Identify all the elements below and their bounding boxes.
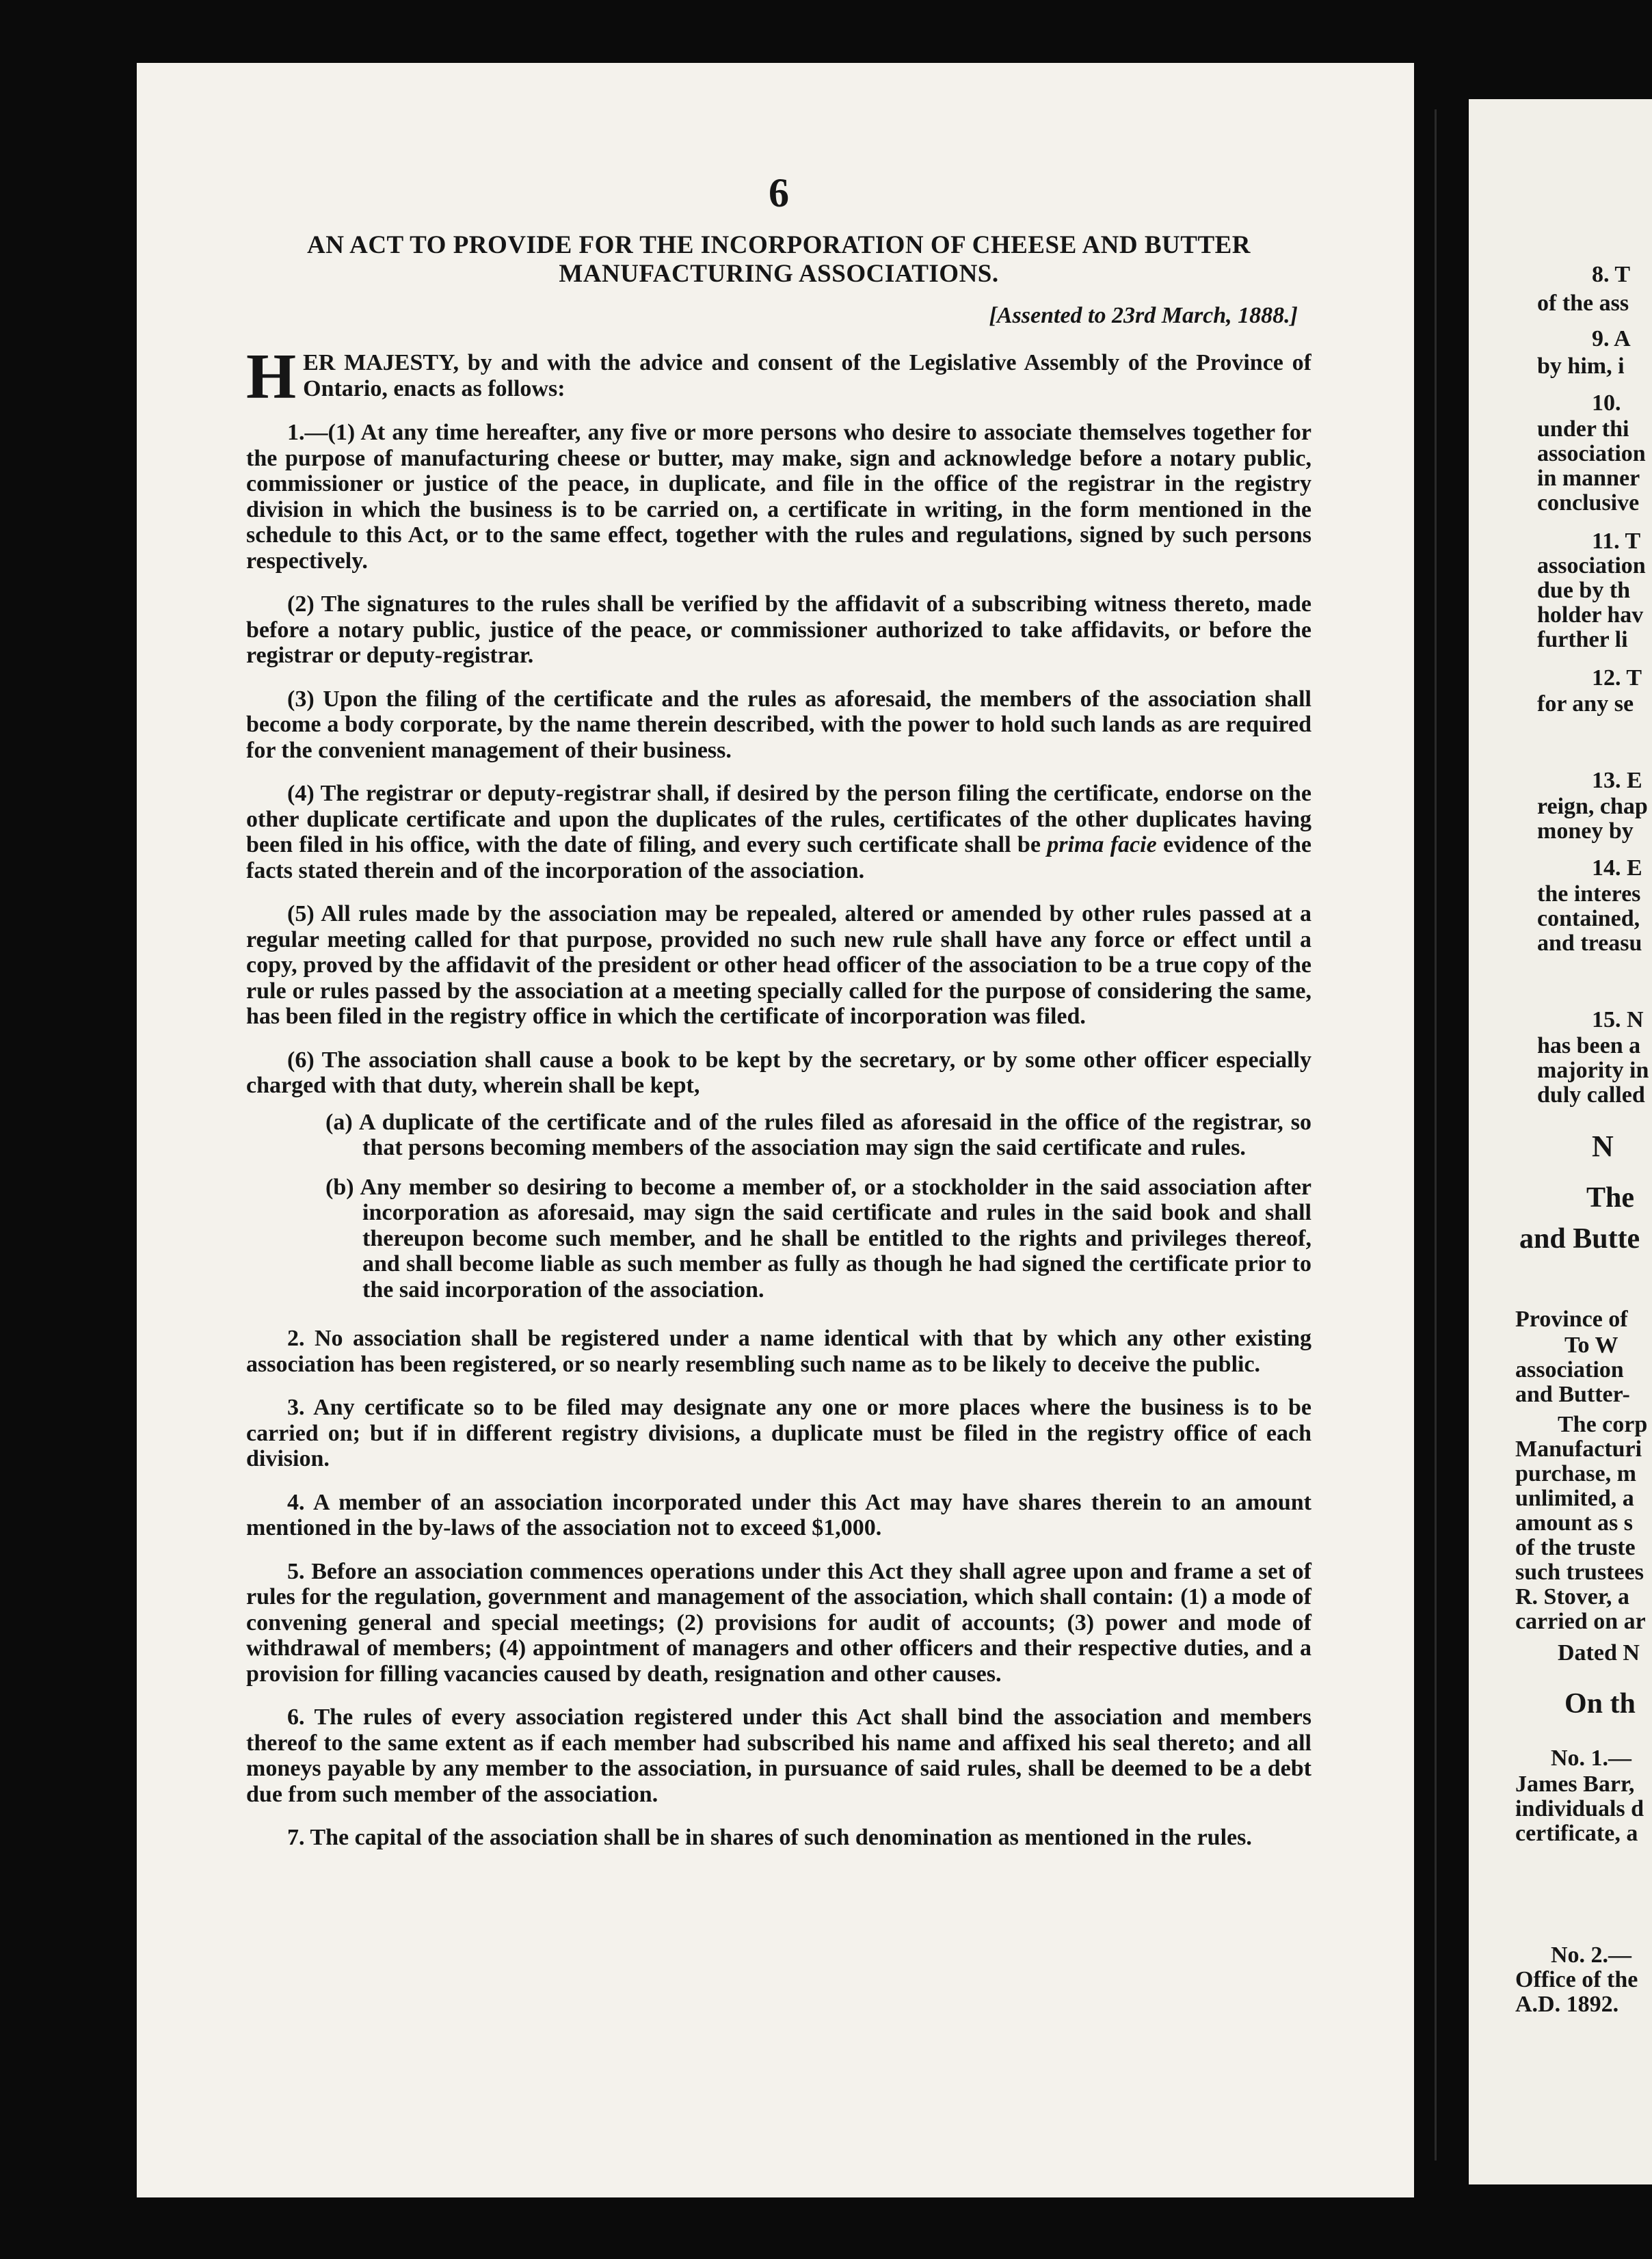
right-line: by him, i [1537, 353, 1625, 379]
right-line: association [1537, 553, 1646, 578]
right-line: majority in [1537, 1058, 1649, 1083]
preamble [246, 350, 1311, 402]
right-line: conclusive [1537, 490, 1640, 516]
right-line: To W [1564, 1333, 1618, 1358]
right-page-fragment [1469, 99, 1652, 2184]
right-line: Province of [1515, 1307, 1628, 1332]
right-line: certificate, a [1515, 1821, 1638, 1846]
section-1-5: (5) All rules made by the association may be repealed, altered or amended by other rules passed at a regular meeting called for that purpose, provided no such new rule shall have any force or effect until a copy, proved by the affidavit of the president or other head officer of the association to be a true copy of the rule or rules passed by the association at a meeting specially called for the purpose of considering the same, has been filed in the registry office in which the certificate of incorporation was filed. [246, 901, 1311, 1029]
section-1-6-b: (b) Any member so desiring to become a member of, or a stockholder in the said association after incorporation as aforesaid, may sign the said certificate and rules in the said book and shall thereupon become such member, and he shall be entitled to the rights and privileges thereof, and shall become liable as such member as fully as though he had signed the certificate prior to the said incorporation of the association. [325, 1174, 1311, 1302]
right-line: unlimited, a [1515, 1486, 1634, 1511]
right-line: Manufacturi [1515, 1436, 1642, 1462]
section-1-6: (6) The association shall cause a book to be kept by the secretary, or by some other officer especially charged with that duty, wherein shall be kept, [246, 1047, 1311, 1098]
section-7: 7. The capital of the association shall be in shares of such denomination as mentioned in the rules. [287, 1825, 1252, 1850]
right-line: 10. [1592, 390, 1621, 416]
section-1-1: 1.—(1) At any time hereafter, any five or more persons who desire to associate themselves together for the purpose of manufacturing cheese or butter, may make, sign and acknowledge before a notary public, commissioner or justice of the peace, in duplicate, and file in the office of the registrar in the registry division in which the business is to be carried on, a certificate in writing, in the form mentioned in the schedule to this Act, or to the same effect, together with the rules and regulations, signed by such persons respectively. [246, 420, 1311, 574]
right-line: holder hav [1537, 602, 1644, 628]
right-line: individuals d [1515, 1796, 1644, 1821]
right-line: such trustees [1515, 1560, 1644, 1585]
right-line: the interes [1537, 881, 1641, 907]
right-line: money by [1537, 818, 1634, 844]
right-line: purchase, m [1515, 1461, 1636, 1486]
right-line: Dated N [1558, 1640, 1640, 1666]
assent-date: [Assented to 23rd March, 1888.] [989, 303, 1298, 328]
right-line: for any se [1537, 691, 1634, 717]
right-line: duly called [1537, 1082, 1645, 1108]
section-1-4 [246, 781, 1311, 883]
right-line: R. Stover, a [1515, 1584, 1629, 1609]
right-line: reign, chap [1537, 794, 1648, 819]
right-line: in manner [1537, 466, 1640, 491]
right-line: further li [1537, 627, 1628, 652]
section-2: 2. No association shall be registered under a name identical with that by which any other existing association has been registered, or so nearly resembling such name as to be likely to deceive the public. [246, 1326, 1311, 1377]
preamble-text: ER MAJESTY, by and with the advice and consent of the Legislative Assembly of the Province of Ontario, enacts as follows: [303, 350, 1311, 401]
right-line: association [1515, 1357, 1624, 1382]
section-1-3: (3) Upon the filing of the certificate and the rules as aforesaid, the members of the association shall become a body corporate, by the name therein described, with the power to hold such lands as are required for the convenient management of their business. [246, 686, 1311, 763]
right-line: On th [1564, 1688, 1636, 1720]
right-line: 15. N [1592, 1007, 1644, 1032]
right-line: association [1537, 441, 1646, 466]
right-line: 12. T [1592, 665, 1642, 691]
right-line: 9. A [1592, 326, 1631, 351]
act-title: AN ACT TO PROVIDE FOR THE INCORPORATION OF CHEESE AND BUTTER MANUFACTURING ASSOCIATIONS. [306, 231, 1251, 288]
right-line: amount as s [1515, 1510, 1633, 1536]
right-line: and Butte [1519, 1223, 1640, 1255]
right-line: contained, [1537, 906, 1640, 931]
section-4: 4. A member of an association incorporated under this Act may have shares therein to an amount mentioned in the by-laws of the association not to exceed $1,000. [246, 1489, 1311, 1540]
section-1-2: (2) The signatures to the rules shall be verified by the affidavit of a subscribing witness thereto, made before a notary public, justice of the peace, or commissioner authorized to take affidavits, or before the registrar or deputy-registrar. [246, 591, 1311, 668]
right-line: under thi [1537, 416, 1629, 442]
right-line: 11. T [1592, 529, 1641, 554]
right-line: The [1586, 1182, 1635, 1214]
section-1-6-a: (a) A duplicate of the certificate and of the rules filed as aforesaid in the office of the registrar, so that persons becoming members of the association may sign the said certificate and rules. [325, 1109, 1311, 1160]
right-line: Office of the [1515, 1967, 1638, 1992]
page-gutter-shadow [1435, 109, 1437, 2161]
right-line: 13. E [1592, 768, 1642, 793]
drop-cap-initial: H [246, 350, 297, 402]
right-line: of the ass [1537, 291, 1629, 316]
right-line: due by th [1537, 578, 1631, 603]
right-line: N [1592, 1130, 1614, 1163]
section-1-4-text-a: (4) The registrar or deputy-registrar shall, if desired by the person filing the certificate, endorse on the other duplicate certificate and upon the duplicates of the rules, certificates of the other duplicates having been filed in his office, with the date of filing, and every such certificate shall be [246, 781, 1311, 857]
right-line: and Butter- [1515, 1382, 1630, 1407]
right-line: No. 2.— [1551, 1942, 1632, 1968]
section-6: 6. The rules of every association registered under this Act shall bind the association and members thereof to the same extent as if each member had subscribed his name and affixed his seal thereto; and all moneys payable by any member to the association, in pursuance of said rules, shall be deemed to be a debt due from such member of the association. [246, 1705, 1311, 1807]
right-line: of the truste [1515, 1535, 1636, 1560]
left-page [137, 63, 1414, 2197]
page-number: 6 [769, 170, 789, 215]
right-line: carried on ar [1515, 1609, 1646, 1634]
right-line: A.D. 1892. [1515, 1992, 1619, 2017]
section-3: 3. Any certificate so to be filed may designate any one or more places where the business is to be carried on; but if in different registry divisions, a duplicate must be filed in the registry office of each division. [246, 1395, 1311, 1471]
right-line: 8. T [1592, 262, 1631, 287]
right-line: No. 1.— [1551, 1746, 1632, 1771]
right-line: The corp [1558, 1412, 1648, 1437]
right-line: has been a [1537, 1033, 1641, 1058]
right-line: 14. E [1592, 855, 1642, 881]
right-line: and treasu [1537, 931, 1642, 956]
section-1-4-text-b: evidence of the facts stated therein and of the incorporation of the association. [246, 832, 1311, 883]
right-line: James Barr, [1515, 1772, 1635, 1797]
section-5: 5. Before an association commences operations under this Act they shall agree upon and frame a set of rules for the regulation, government and management of the association, which shall contain: (1) a mode of convening general and special meetings; (2) provisions for audit of accounts; (3) power and mode of withdrawal of members; (4) appointment of managers and other officers and their respective duties, and a provision for filling vacancies caused by death, resignation and other causes. [246, 1558, 1311, 1687]
section-1-4-italic: prima facie [1047, 832, 1157, 857]
